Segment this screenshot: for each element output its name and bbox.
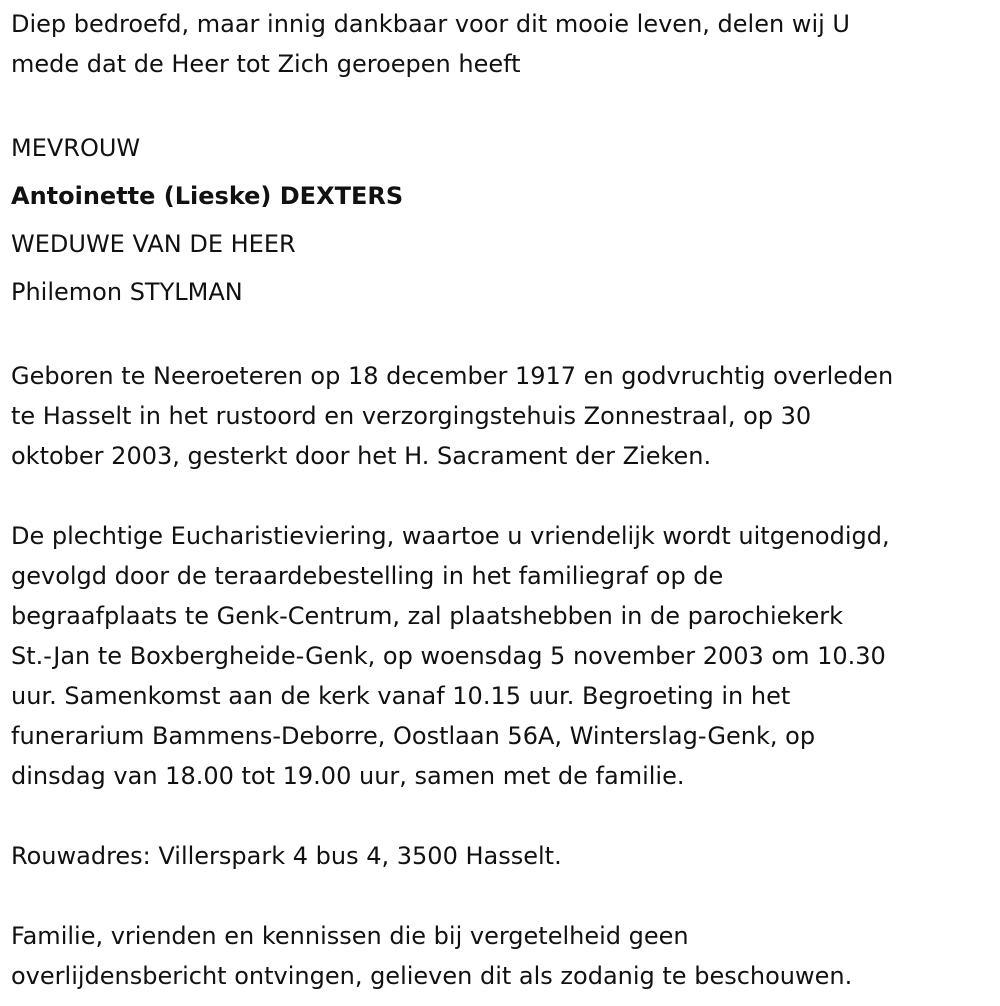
spouse-name: Philemon STYLMAN [11, 278, 243, 306]
deceased-name: Antoinette (Lieske) DEXTERS [11, 182, 404, 210]
ceremony-line: De plechtige Eucharistieviering, waartoe u vriendelijk wordt uitgenodigd, [11, 522, 890, 550]
ceremony-line: uur. Samenkomst aan de kerk vanaf 10.15 uur. Begroeting in het [11, 682, 791, 710]
paragraph-spacer [11, 796, 996, 836]
paragraph-spacer [11, 476, 996, 516]
ceremony-line: dinsdag van 18.00 tot 19.00 uur, samen met de familie. [11, 762, 685, 790]
birth-death-paragraph [11, 356, 996, 476]
ceremony-line: St.-Jan te Boxbergheide-Genk, op woensdag 5 november 2003 om 10.30 [11, 642, 886, 670]
paragraph-spacer [11, 316, 996, 356]
birth-death-line: oktober 2003, gesterkt door het H. Sacrament der Zieken. [11, 442, 712, 470]
ceremony-line: gevolgd door de teraardebestelling in het familiegraf op de [11, 562, 724, 590]
intro-line: mede dat de Heer tot Zich geroepen heeft [11, 50, 521, 78]
paragraph-spacer [11, 876, 996, 916]
paragraph-spacer [11, 84, 996, 124]
ceremony-line: funerarium Bammens-Deborre, Oostlaan 56A, Winterslag-Genk, op [11, 722, 816, 750]
address-paragraph [11, 836, 996, 876]
deceased-block [11, 124, 996, 316]
deceased-title: MEVROUW [11, 134, 141, 162]
mourning-address: Rouwadres: Villerspark 4 bus 4, 3500 Hasselt. [11, 842, 562, 870]
intro-paragraph [11, 4, 996, 84]
deceased-relation: WEDUWE VAN DE HEER [11, 230, 296, 258]
closing-line: overlijdensbericht ontvingen, gelieven dit als zodanig te beschouwen. [11, 962, 853, 990]
intro-line: Diep bedroefd, maar innig dankbaar voor dit mooie leven, delen wij U [11, 10, 850, 38]
ceremony-line: begraafplaats te Genk-Centrum, zal plaatshebben in de parochiekerk [11, 602, 844, 630]
ceremony-paragraph [11, 516, 996, 796]
birth-death-line: te Hasselt in het rustoord en verzorgingstehuis Zonnestraal, op 30 [11, 402, 812, 430]
birth-death-line: Geboren te Neeroeteren op 18 december 1917 en godvruchtig overleden [11, 362, 894, 390]
closing-line: Familie, vrienden en kennissen die bij vergetelheid geen [11, 922, 689, 950]
death-notice [11, 4, 996, 996]
closing-paragraph [11, 916, 996, 996]
